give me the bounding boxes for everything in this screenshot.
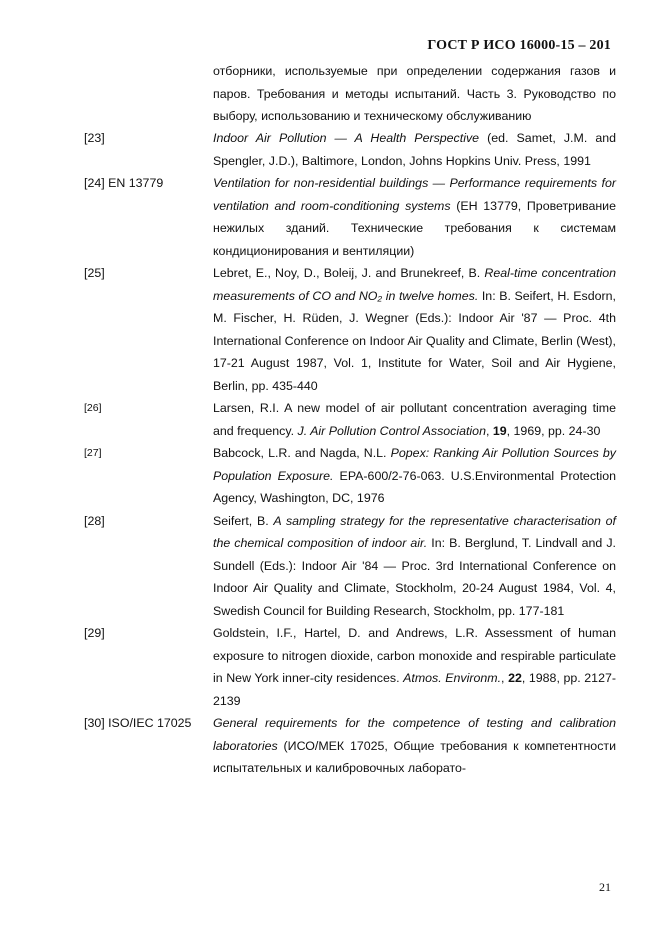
reference-text-segment: Ventilation for non-residential buildings — Performance requirements for ventilation and room-conditioning systems <box>213 176 616 213</box>
reference-text-segment: Larsen, R.I. A new model of air pollutant concentration averaging time and frequency. <box>213 401 616 438</box>
reference-entry <box>84 442 616 510</box>
reference-text-segment: J. Air Pollution Control Association <box>297 423 486 438</box>
reference-text-segment: Seifert, B. <box>213 513 274 528</box>
reference-text-segment: Real-time concentration measurements of CO and NO₂ in twelve homes. <box>213 266 616 303</box>
bibliography-list <box>84 127 616 780</box>
reference-text-segment: Atmos. Environm. <box>403 671 502 685</box>
reference-text-segment: In: B. Seifert, H. Esdorn, M. Fischer, H. Rüden, J. Wegner (Eds.): Indoor Air '87 — Proc. 4th International Conference on Indoor Air Quality and Climate, Berlin (West), 17-21 August 1987, Vol. 1, Institute for Water, Soil and Air Hygiene, Berlin, pp. 435-440 <box>213 288 616 393</box>
reference-text-segment: In: B. Berglund, T. Lindvall and J. Sundell (Eds.): Indoor Air '84 — Proc. 3rd International Conference on Indoor Air Quality and Climate, Stockholm, 20-24 August 1984, Vol. 4, Swedish Council for Building Research, Stockholm, pp. 177-181 <box>213 536 616 618</box>
reference-text-segment: Popex: Ranking Air Pollution Sources by Population Exposure. <box>213 446 616 483</box>
page-number: 21 <box>599 880 611 894</box>
reference-number: [24] EN 13779 <box>84 176 164 190</box>
reference-text-segment: Babcock, L.R. and Nagda, N.L. <box>213 446 391 460</box>
reference-text-segment: A sampling strategy for the representative characterisation of the chemical composition of indoor air. <box>213 513 616 550</box>
reference-entry <box>84 712 616 780</box>
reference-text <box>213 442 616 510</box>
reference-number: [25] <box>84 266 105 280</box>
reference-number: [26] <box>84 402 102 414</box>
reference-text-segment: Indoor Air Pollution — A Health Perspective <box>213 131 480 145</box>
reference-text-segment: EPA-600/2-76-063. U.S.Environmental Protection Agency, Washington, DC, 1976 <box>213 468 616 505</box>
reference-text-segment: , <box>485 423 493 438</box>
reference-text-segment: 22 <box>508 671 522 685</box>
reference-text <box>213 712 616 780</box>
reference-entry <box>84 262 616 397</box>
reference-number: [23] <box>84 131 105 145</box>
reference-entry <box>84 622 616 712</box>
reference-text-segment: General requirements for the competence of testing and calibration laboratories <box>213 716 616 753</box>
reference-number: [27] <box>84 447 102 459</box>
reference-text-segment: , 1969, pp. 24-30 <box>506 423 601 438</box>
reference-text-segment: , 1988, pp. 2127-2139 <box>213 671 616 708</box>
reference-text <box>213 397 616 442</box>
reference-text-segment: (ЕН 13779, Проветривание нежилых зданий. Технические требования к системам кондиционирования и вентиляции) <box>213 198 616 258</box>
reference-text <box>213 172 616 262</box>
document-header: ГОСТ Р ИСО 16000-15 – 201 <box>427 38 611 53</box>
reference-text <box>213 622 616 712</box>
reference-entry <box>84 172 616 262</box>
reference-number: [29] <box>84 626 105 640</box>
reference-number: [28] <box>84 513 105 528</box>
reference-text <box>213 510 616 623</box>
reference-entry <box>84 397 616 442</box>
reference-text <box>213 262 616 397</box>
reference-text-segment: Goldstein, I.F., Hartel, D. and Andrews, L.R. Assessment of human exposure to nitrogen dioxide, carbon monoxide and respirable particulate in New York inner-city residences. <box>213 626 616 685</box>
reference-text-segment: 19 <box>492 423 507 438</box>
continued-reference-text: отборники, используемые при определении содержания газов и паров. Требования и методы испытаний. Часть 3. Руководство по выбору, использованию и техническому обслуживанию <box>213 64 616 123</box>
reference-text-segment: , <box>501 671 509 685</box>
reference-number: [30] ISO/IEC 17025 <box>84 716 192 730</box>
reference-text <box>213 127 616 172</box>
reference-text-segment: (ed. Samet, J.M. and Spengler, J.D.), Baltimore, London, Johns Hopkins Univ. Press, 1991 <box>213 131 616 168</box>
reference-text-segment: Lebret, E., Noy, D., Boleij, J. and Brunekreef, B. <box>213 266 485 280</box>
reference-entry <box>84 510 616 623</box>
reference-text-segment: (ИСО/МЕК 17025, Общие требования к компетентности испытательных и калибровочных лаборато- <box>213 738 616 775</box>
reference-entry <box>84 127 616 172</box>
